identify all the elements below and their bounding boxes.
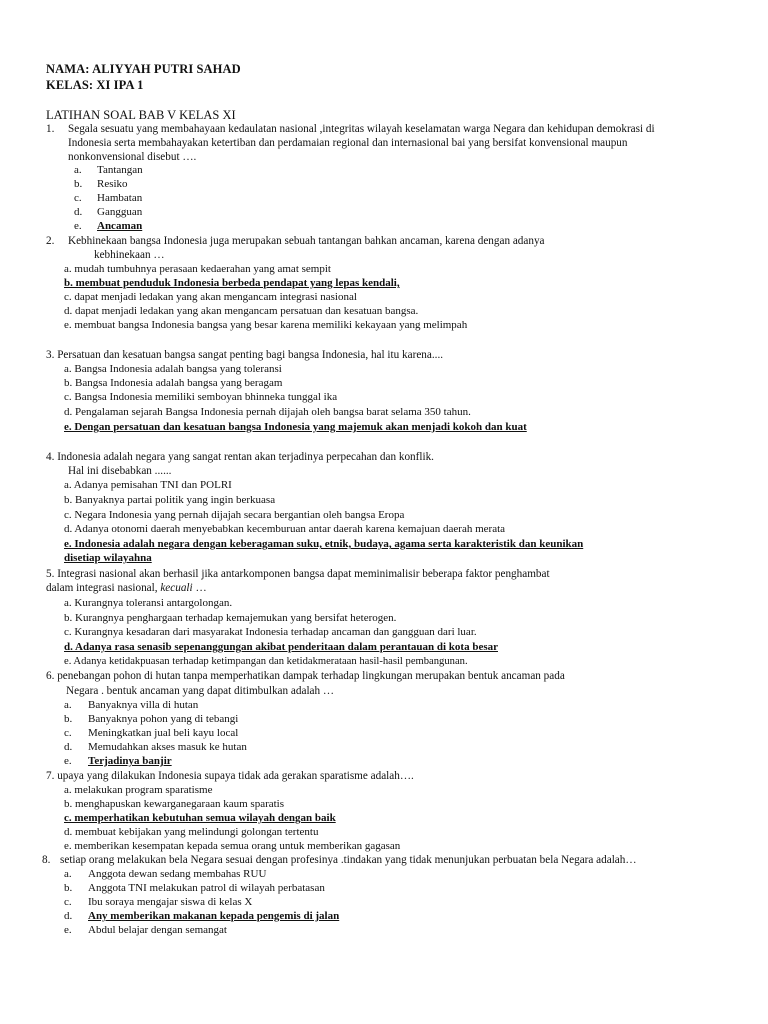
q8-option-e-letter: e. xyxy=(64,924,72,936)
q5-text-line2-a: dalam integrasi nasional, xyxy=(46,582,161,594)
q3-text-line1: 3. Persatuan dan kesatuan bangsa sangat penting bagi bangsa Indonesia, hal itu karena.... xyxy=(46,349,444,361)
q6-option-b: Banyaknya pohon yang di tebangi xyxy=(88,713,239,725)
q8-text-line1: setiap orang melakukan bela Negara sesuai dengan profesinya .tindakan yang tidak menunjukan perbuatan bela Negara adalah… xyxy=(60,854,637,866)
q8-option-a: Anggota dewan sedang membahas RUU xyxy=(88,868,267,880)
q1-option-b-letter: b. xyxy=(74,178,83,190)
q8-number: 8. xyxy=(42,854,51,866)
q6-text-line1: 6. penebangan pohon di hutan tanpa memperhatikan dampak terhadap lingkungan merupakan bentuk ancaman pada xyxy=(46,670,565,682)
q3-option-e-answer: e. Dengan persatuan dan kesatuan bangsa Indonesia yang majemuk akan menjadi kokoh dan kuat xyxy=(64,421,527,433)
q6-option-a-letter: a. xyxy=(64,699,72,711)
student-class: KELAS: XI IPA 1 xyxy=(46,78,144,92)
q4-text-line2: Hal ini disebabkan ...... xyxy=(68,465,172,477)
q5-option-b: b. Kurangnya penghargaan terhadap kemajemukan yang bersifat heterogen. xyxy=(64,612,397,624)
q6-text-line2: Negara . bentuk ancaman yang dapat ditimbulkan adalah … xyxy=(66,685,335,697)
q5-text-line2-italic: kecuali xyxy=(160,582,193,594)
q7-option-b: b. menghapuskan kewarganegaraan kaum sparatis xyxy=(64,798,285,810)
q8-option-d-answer: Any memberikan makanan kepada pengemis di jalan xyxy=(88,910,340,922)
q7-option-e: e. memberikan kesempatan kepada semua orang untuk memberikan gagasan xyxy=(64,840,401,852)
q1-option-c-letter: c. xyxy=(74,192,82,204)
q4-option-e-answer-cont: disetiap wilayahna xyxy=(64,552,152,564)
q2-option-b-answer: b. membuat penduduk Indonesia berbeda pendapat yang lepas kendali, xyxy=(64,277,400,289)
q3-option-a: a. Bangsa Indonesia adalah bangsa yang toleransi xyxy=(64,363,282,375)
q5-text-line1: 5. Integrasi nasional akan berhasil jika antarkomponen bangsa dapat meminimalisir beberapa faktor penghambat xyxy=(46,568,550,580)
q3-option-b: b. Bangsa Indonesia adalah bangsa yang beragam xyxy=(64,377,283,389)
q5-option-d-answer: d. Adanya rasa senasib sepenanggungan akibat penderitaan dalam perantauan di kota besar xyxy=(64,641,498,653)
q4-option-d: d. Adanya otonomi daerah menyebabkan kecemburuan antar daerah karena kemajuan daerah merata xyxy=(64,523,506,535)
q8-option-b: Anggota TNI melakukan patrol di wilayah perbatasan xyxy=(88,882,325,894)
q5-text-line2-c: … xyxy=(192,582,207,594)
q2-option-a: a. mudah tumbuhnya perasaan kedaerahan yang amat sempit xyxy=(64,263,331,275)
q7-option-a: a. melakukan program sparatisme xyxy=(64,784,213,796)
q8-option-d-letter: d. xyxy=(64,910,73,922)
q1-option-d: Gangguan xyxy=(97,206,143,218)
q1-option-e-answer: Ancaman xyxy=(97,220,143,232)
q8-option-a-letter: a. xyxy=(64,868,72,880)
q8-option-b-letter: b. xyxy=(64,882,73,894)
q6-option-d: Memudahkan akses masuk ke hutan xyxy=(88,741,247,753)
q1-option-e-letter: e. xyxy=(74,220,82,232)
q5-option-e: e. Adanya ketidakpuasan terhadap ketimpangan dan ketidakmerataan hasil-hasil pembangunan. xyxy=(64,656,468,667)
q4-option-a: a. Adanya pemisahan TNI dan POLRI xyxy=(64,479,232,491)
q1-option-a-letter: a. xyxy=(74,164,82,176)
q1-text-line2: Indonesia serta membahayakan ketertiban dan perdamaian regional dan internasional bai yang bersifat konvensional maupun xyxy=(68,137,628,149)
q6-option-a: Banyaknya villa di hutan xyxy=(88,699,199,711)
q6-option-e-letter: e. xyxy=(64,755,72,767)
q6-option-b-letter: b. xyxy=(64,713,73,725)
student-name: NAMA: ALIYYAH PUTRI SAHAD xyxy=(46,62,241,76)
q2-text-line2: kebhinekaan … xyxy=(94,249,165,261)
q2-text-line1: Kebhinekaan bangsa Indonesia juga merupakan sebuah tantangan bahkan ancaman, karena dengan adanya xyxy=(68,235,545,247)
q2-option-e: e. membuat bangsa Indonesia bangsa yang besar karena memiliki kekayaan yang melimpah xyxy=(64,319,468,331)
q4-option-b: b. Banyaknya partai politik yang ingin berkuasa xyxy=(64,494,276,506)
q5-text-line2 xyxy=(46,581,207,595)
q2-option-d: d. dapat menjadi ledakan yang akan mengancam persatuan dan kesatuan bangsa. xyxy=(64,305,419,317)
q7-text-line1: 7. upaya yang dilakukan Indonesia supaya tidak ada gerakan sparatisme adalah…. xyxy=(46,770,414,782)
q5-option-a: a. Kurangnya toleransi antargolongan. xyxy=(64,597,233,609)
q6-option-c-letter: c. xyxy=(64,727,72,739)
q4-option-e-answer: e. Indonesia adalah negara dengan keberagaman suku, etnik, budaya, agama serta karakteristik dan keunikan xyxy=(64,538,584,550)
q6-option-e-answer: Terjadinya banjir xyxy=(88,755,172,767)
q3-option-c: c. Bangsa Indonesia memiliki semboyan bhinneka tunggal ika xyxy=(64,391,338,403)
q1-text-line1: Segala sesuatu yang membahayaan kedaulatan nasional ,integritas wilayah keselamatan warga Negara dan kehidupan demokrasi di xyxy=(68,123,655,135)
q2-number: 2. xyxy=(46,235,55,247)
q4-text-line1: 4. Indonesia adalah negara yang sangat rentan akan terjadinya perpecahan dan konflik. xyxy=(46,451,434,463)
q2-option-c: c. dapat menjadi ledakan yang akan mengancam integrasi nasional xyxy=(64,291,357,303)
q1-option-d-letter: d. xyxy=(74,206,83,218)
q1-option-b: Resiko xyxy=(97,178,128,190)
q4-option-c: c. Negara Indonesia yang pernah dijajah secara bergantian oleh bangsa Eropa xyxy=(64,509,405,521)
page-title: LATIHAN SOAL BAB V KELAS XI xyxy=(46,108,236,122)
q8-option-c-letter: c. xyxy=(64,896,72,908)
q8-option-c: Ibu soraya mengajar siswa di kelas X xyxy=(88,896,253,908)
q1-number: 1. xyxy=(46,123,55,135)
q1-option-c: Hambatan xyxy=(97,192,143,204)
q6-option-c: Meningkatkan jual beli kayu local xyxy=(88,727,239,739)
q1-text-line3: nonkonvensional disebut …. xyxy=(68,151,197,163)
q5-option-c: c. Kurangnya kesadaran dari masyarakat Indonesia terhadap ancaman dan gangguan dari luar. xyxy=(64,626,477,638)
q7-option-d: d. membuat kebijakan yang melindungi golongan tertentu xyxy=(64,826,319,838)
q6-option-d-letter: d. xyxy=(64,741,73,753)
q8-option-e: Abdul belajar dengan semangat xyxy=(88,924,227,936)
q1-option-a: Tantangan xyxy=(97,164,143,176)
q7-option-c-answer: c. memperhatikan kebutuhan semua wilayah dengan baik xyxy=(64,812,336,824)
q3-option-d: d. Pengalaman sejarah Bangsa Indonesia pernah dijajah oleh bangsa barat selama 350 tahun. xyxy=(64,406,471,418)
